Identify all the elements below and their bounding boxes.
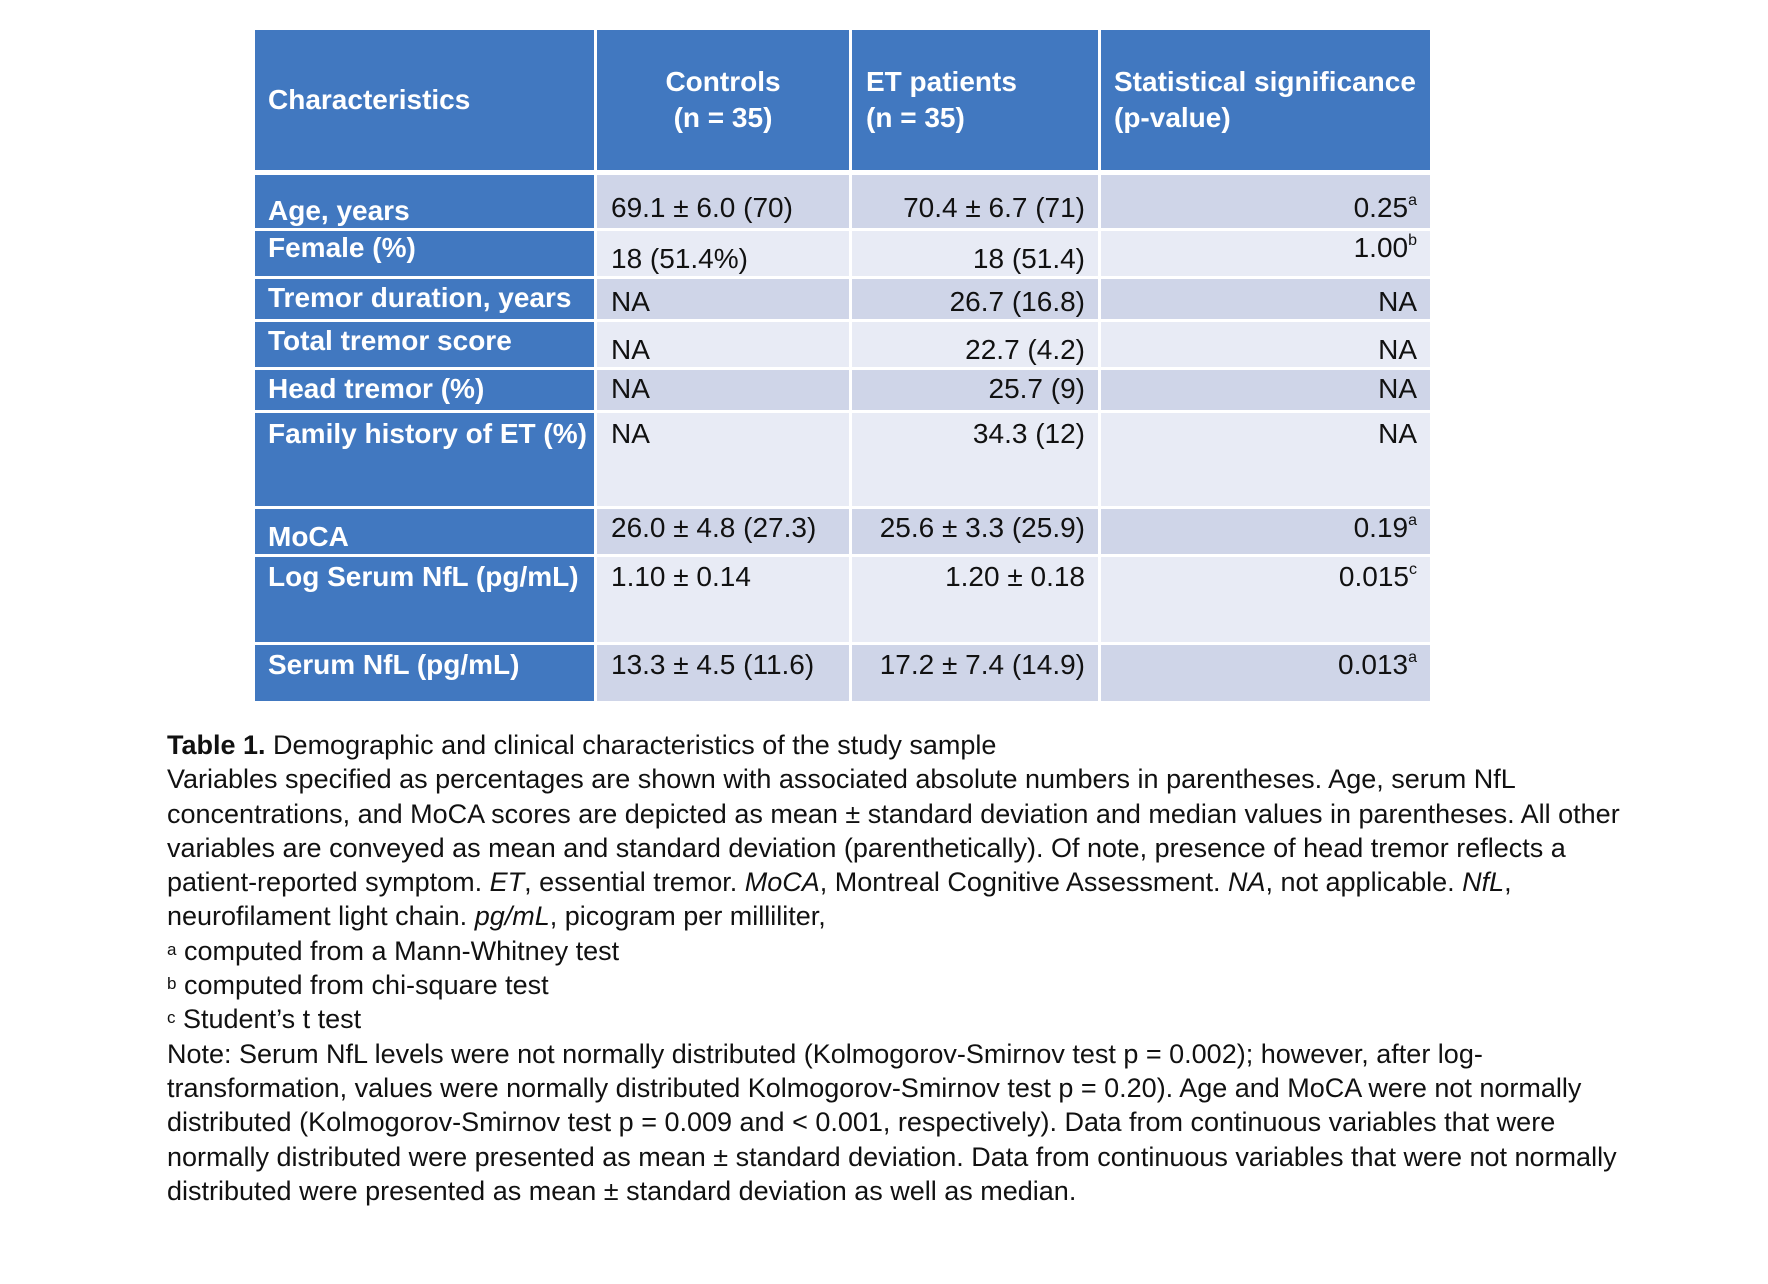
cell-female-et: 18 (51.4) (852, 231, 1098, 276)
cell-total-tremor-p: NA (1101, 322, 1430, 367)
table-caption (167, 728, 1637, 1208)
cell-moca-p (1101, 509, 1430, 554)
cell-family-history-controls: NA (597, 413, 849, 506)
cell-female-controls: 18 (51.4%) (597, 231, 849, 276)
header-sig-title: Statistical significance (1114, 66, 1416, 97)
cell-head-tremor-et: 25.7 (9) (852, 370, 1098, 410)
header-characteristics (255, 30, 594, 170)
cell-tremor-duration-p: NA (1101, 279, 1430, 319)
cell-head-tremor-controls: NA (597, 370, 849, 410)
p-value: 0.19$^a$ (1353, 511, 1417, 543)
cell-family-history-p: NA (1101, 413, 1430, 506)
cell-female-p (1101, 231, 1430, 276)
row-label-female: Female (%) (255, 231, 594, 276)
header-significance (1101, 30, 1430, 170)
p-value: 0.015$^c$ (1338, 560, 1417, 592)
cell-age-et: 70.4 ± 6.7 (71) (852, 175, 1098, 228)
cell-total-tremor-et: 22.7 (4.2) (852, 322, 1098, 367)
p-value: 0.013$^a$ (1338, 648, 1417, 680)
header-controls-title: Controls (665, 66, 781, 97)
row-label-log-serum-nfl: Log Serum NfL (pg/mL) (255, 557, 594, 642)
footnote-b: b computed from chi-square test (167, 970, 549, 1001)
cell-log-nfl-p (1101, 557, 1430, 642)
header-controls-n: (n = 35) (673, 102, 773, 133)
p-value: 0.25$^a$ (1353, 191, 1417, 223)
cell-tremor-duration-et: 26.7 (16.8) (852, 279, 1098, 319)
header-controls (597, 30, 849, 170)
row-label-tremor-duration: Tremor duration, years (255, 279, 594, 319)
footnote-c: c Student’s t test (167, 1004, 362, 1035)
row-label-serum-nfl: Serum NfL (pg/mL) (255, 645, 594, 701)
cell-log-nfl-controls: 1.10 ± 0.14 (597, 557, 849, 642)
p-value: 1.00$^b$ (1353, 231, 1417, 263)
cell-serum-nfl-controls: 13.3 ± 4.5 (11.6) (597, 645, 849, 701)
characteristics-table (255, 30, 1430, 716)
header-sig-sub: (p-value) (1114, 102, 1231, 133)
cell-moca-et: 25.6 ± 3.3 (25.9) (852, 509, 1098, 554)
cell-tremor-duration-controls: NA (597, 279, 849, 319)
caption-note: Note: Serum NfL levels were not normally distributed (Kolmogorov-Smirnov test p = 0.002); however, after log-transformation, values were normally distributed Kolmogorov-Smirnov test p = 0.20). Age and MoCA were not normally distributed (Kolmogorov-Smirnov test p = 0.009 and < 0.001, respectively). Data from continuous variables that were normally distributed were presented as mean ± standard deviation. Data from continuous variables that were not normally distributed were presented as mean ± standard deviation as well as median. (167, 1038, 1617, 1206)
row-label-head-tremor: Head tremor (%) (255, 370, 594, 410)
cell-log-nfl-et: 1.20 ± 0.18 (852, 557, 1098, 642)
header-et-title: ET patients (866, 66, 1017, 97)
cell-serum-nfl-et: 17.2 ± 7.4 (14.9) (852, 645, 1098, 701)
cell-age-p (1101, 175, 1430, 228)
row-label-total-tremor-score: Total tremor score (255, 322, 594, 367)
header-et-patients (852, 30, 1098, 170)
cell-head-tremor-p: NA (1101, 370, 1430, 410)
header-characteristics-text: Characteristics (268, 84, 471, 115)
cell-moca-controls: 26.0 ± 4.8 (27.3) (597, 509, 849, 554)
table-label: Table 1. (167, 730, 266, 760)
cell-age-controls: 69.1 ± 6.0 (70) (597, 175, 849, 228)
row-label-family-history: Family history of ET (%) (255, 413, 594, 506)
row-label-age: Age, years (255, 175, 594, 228)
caption-title-text: Demographic and clinical characteristics of the study sample (265, 730, 997, 760)
caption-title (167, 728, 1637, 762)
footnote-a: a computed from a Mann-Whitney test (167, 935, 620, 966)
row-label-moca: MoCA (255, 509, 594, 554)
caption-body: Variables specified as percentages are shown with associated absolute numbers in parentheses. Age, serum NfL concentrations, and MoCA scores are depicted as mean ± standard deviation and median values in parentheses. All other variables are conveyed as mean and standard deviation (parenthetically). Of note, presence of head tremor reflects a patient-reported symptom. ET, essential tremor. MoCA, Montreal Cognitive Assessment. NA, not applicable. NfL, neurofilament light chain. pg/mL, picogram per milliliter, (167, 764, 1620, 932)
cell-total-tremor-controls: NA (597, 322, 849, 367)
cell-family-history-et: 34.3 (12) (852, 413, 1098, 506)
cell-serum-nfl-p (1101, 645, 1430, 701)
header-et-n: (n = 35) (866, 102, 965, 133)
